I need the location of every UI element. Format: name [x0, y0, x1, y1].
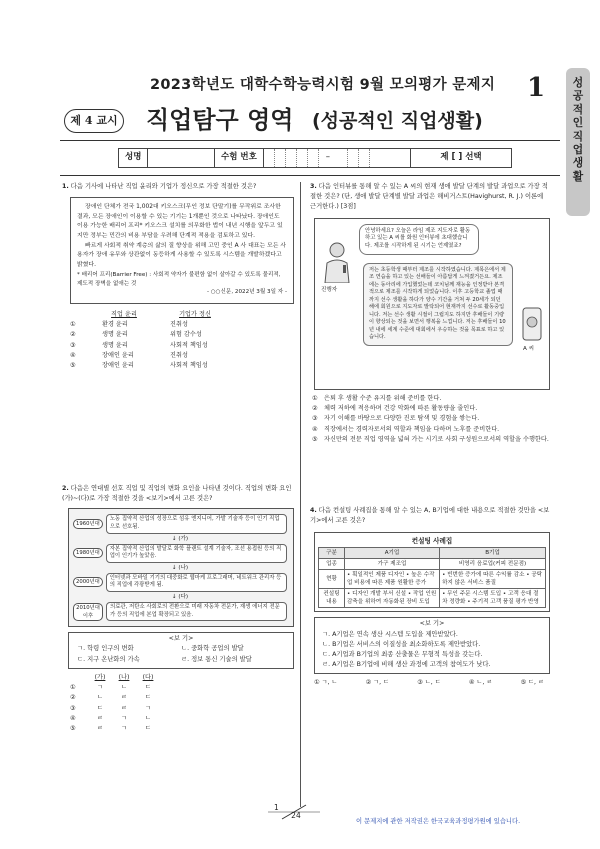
article-footnote: * 배리어 프리(Barrier Free) : 사회적 약자가 불편함 없이 살아갈 수 있도록 물리적, 제도적 장벽을 없애는 것 — [77, 272, 281, 287]
id-cell — [215, 149, 411, 167]
choice-number: ① — [312, 394, 318, 402]
question-stem: 다음 컨설팅 사례집을 통해 알 수 있는 A, B기업에 대한 내용으로 적절한 것만을 <보기>에서 고른 것은? — [310, 507, 550, 525]
answer-choice[interactable]: ③ ㄴ, ㄷ — [417, 679, 441, 687]
answer-choice[interactable] — [310, 404, 550, 414]
choice-text: ㄹ — [121, 694, 127, 702]
question-stem: 다음 기사에 나타난 직업 윤리와 기업가 정신으로 가장 적절한 것은? — [70, 183, 257, 190]
guest-label: A 씨 — [523, 345, 535, 352]
timeline-year: 1960년대 — [73, 519, 103, 529]
choice-text: ㄴ — [121, 684, 127, 692]
examinee-info-row — [118, 148, 512, 168]
header-rule — [60, 175, 560, 176]
choice-number: ② — [70, 331, 76, 339]
timeline-item — [73, 514, 287, 533]
period-badge: 제 4 교시 — [64, 109, 124, 133]
answer-choice[interactable] — [310, 394, 550, 404]
timeline-text: 노동 집약적 산업의 성장으로 섬유 엔지니어, 가발 기술자 등이 인기 직업으로 선호됨. — [106, 514, 287, 533]
question-stem: 다음은 연대별 선호 직업 및 직업의 변화 요인을 나타낸 것이다. 직업의 변화 요인 (가)~(다)로 가장 적절한 것을 <보기>에서 고른 것은? — [62, 485, 292, 503]
timeline-item — [73, 544, 287, 563]
question-number: 1. — [62, 183, 69, 190]
answer-choice[interactable] — [62, 683, 294, 693]
timeline-year: 2010년대 이후 — [73, 603, 103, 621]
question-stem: 다음 인터뷰를 통해 알 수 있는 A 씨의 현재 생애 발달 단계의 발달 과업으로 가장 적절한 것은? (단, 생애 발달 단계별 발달 과업은 해비거스트(Havighurst, R. J.) 이론에 근거한다.) [3점] — [310, 183, 548, 211]
choice-number: ④ — [312, 425, 318, 433]
table-cell: 비영리 음료업(커피 전문점) — [440, 559, 546, 570]
choice-text: ㄷ — [145, 725, 151, 733]
name-cell — [119, 149, 215, 167]
column-header: (가) — [94, 673, 106, 681]
table-cell: • 디자인 개발 부서 신설 • 작업 인원 감축을 위하여 자동화된 장비 도입 — [345, 589, 440, 608]
question-number: 3. — [310, 183, 317, 190]
factor-label: (나) — [178, 564, 189, 571]
column-divider — [300, 182, 301, 807]
id-digit-box[interactable] — [337, 149, 348, 167]
choice-text: 체력 저하에 적응하며 건강 악화에 따른 활동량을 줄인다. — [324, 404, 478, 412]
choice-text: ㄱ — [121, 714, 127, 722]
side-tab-char: 공 — [572, 89, 584, 103]
row-header: 업종 — [319, 559, 345, 570]
choice-text: 생명 윤리 — [102, 331, 128, 339]
table-header-row — [319, 548, 546, 559]
select-cell: 제 [ ] 선택 — [440, 152, 482, 163]
answer-choice[interactable] — [62, 704, 294, 714]
choice-number: ② — [70, 694, 76, 702]
bogi-item: ㄹ. A기업은 B기업에 비해 생산 과정에 고객의 참여도가 낮다. — [322, 661, 491, 669]
page-indicator — [274, 803, 301, 820]
choice-text: 장애인 윤리 — [102, 362, 134, 370]
article-paragraph: 빠르게 사회적 취약 계층의 삶의 질 향상을 위해 고민 중인 A 사 대표는 모든 사용자가 장애 유무와 상관없이 동등하게 사용할 수 있도록 시스템을 개발하겠다고 밝혔다. — [77, 242, 286, 268]
choice-text: 자기 이해를 바탕으로 다양한 진로 탐색 및 경험을 쌓는다. — [324, 415, 480, 423]
subject-title: 직업탐구 영역 — [146, 106, 294, 134]
subject-side-tab — [566, 68, 590, 216]
phone-icon — [521, 307, 543, 341]
copyright-notice: 이 문제지에 관한 저작권은 한국교육과정평가원에 있습니다. — [356, 818, 521, 825]
timeline-box — [68, 508, 294, 627]
question-number: 4. — [310, 507, 317, 514]
choice-number: ⑤ — [70, 725, 76, 733]
choice-text: ㄹ — [97, 725, 103, 733]
choice-number: ④ — [70, 714, 76, 722]
choice-number: ③ — [70, 341, 76, 349]
casebook-title: 컨설팅 사례집 — [411, 537, 453, 546]
subject-subtitle: (성공적인 직업생활) — [312, 110, 483, 132]
bogi-item: ㄷ. A기업과 B기업의 최종 산출물은 무형적 특성을 갖는다. — [322, 651, 483, 659]
id-digit-box[interactable] — [275, 149, 286, 167]
choice-text: ㄱ — [145, 704, 151, 712]
id-digit-box[interactable] — [297, 149, 308, 167]
answer-choice[interactable] — [62, 320, 294, 330]
id-digit-box[interactable] — [286, 149, 297, 167]
choice-text: ㄷ — [145, 694, 151, 702]
change-factor-arrow: ↓ (가) — [171, 535, 189, 542]
timeline-text: 자본 집약적 산업의 발달로 화학 플랜트 설계 기술자, 조선 용접원 등의 직업이 인기가 높았음. — [106, 544, 287, 563]
host-person-icon — [321, 241, 353, 283]
choice-number: ③ — [312, 415, 318, 423]
host-label: 진행자 — [321, 286, 338, 293]
timeline-year: 2000년대 — [73, 577, 103, 587]
choice-text: ㄹ — [121, 704, 127, 712]
id-digit-box[interactable] — [348, 149, 359, 167]
answer-choice[interactable] — [310, 435, 550, 445]
answer-choice[interactable] — [310, 414, 550, 424]
choice-text: ㄷ — [145, 684, 151, 692]
choice-text: ㄱ — [121, 725, 127, 733]
timeline-item — [73, 573, 287, 592]
bogi-title: <보 기> — [168, 635, 194, 643]
choice-number: ① — [70, 321, 76, 329]
bogi-item: ㄷ. 지구 온난화의 가속 — [77, 655, 140, 663]
timeline-year: 1980년대 — [73, 548, 103, 558]
row-header: 현황 — [319, 570, 345, 589]
side-tab-char: 업 — [572, 143, 584, 157]
id-dash: – — [325, 152, 330, 163]
choice-text: 생명 윤리 — [102, 341, 128, 349]
table-cell: • 빈번한 증가에 따른 수익률 감소 • 공탁하지 않은 서비스 품질 — [440, 570, 546, 589]
side-tab-char: 인 — [572, 116, 584, 130]
column-header: (다) — [142, 673, 154, 681]
table-row — [319, 570, 546, 589]
answer-choice[interactable] — [62, 361, 294, 371]
column-header: (나) — [118, 673, 130, 681]
id-digit-box[interactable] — [359, 149, 370, 167]
bogi-title: <보 기> — [419, 620, 445, 628]
question-1 — [62, 182, 294, 372]
page-number: 1 — [527, 73, 546, 103]
choice-text: 위험 감수성 — [170, 331, 202, 339]
timeline-text: 인터넷과 모바일 기기의 대중화로 웹마케 프로그래머, 네트워크 관리자 등의 직업에 각광받게 됨. — [106, 573, 287, 592]
row-header: 컨설팅 내용 — [319, 589, 345, 608]
answer-choice[interactable]: ① ㄱ, ㄴ — [314, 679, 338, 687]
answer-choice[interactable] — [62, 341, 294, 351]
interview-box — [314, 218, 550, 390]
choice-text: 진취성 — [170, 321, 188, 329]
choice-number: ③ — [70, 704, 76, 712]
bogi-item: ㄹ. 정보 통신 기술의 발달 — [181, 655, 252, 663]
article-source: - ○○신문, 2022년 3월 3일 자 - — [206, 289, 287, 296]
side-tab-char: 직 — [572, 129, 584, 143]
header-rule — [60, 140, 560, 141]
guest-answer-bubble: 저는 초등학생 때부터 제조를 시작하였습니다. 제목은에서 제조 연습을 하고 있는 선배들이 아름답게 느껴졌거든요. 제조에는 동아리에 가입했었는데 코치님께 재능을 인정받아 본격적으로 제조를 시작하게 되었습니다. 이후 고등학교 졸업 때까지 선수 생활을 하다가 양수 기간을 거쳐 두 20세가 되던 해에 회원으로 지도자로 발탁되어 현재까지 선수로 활동중입니다. 저는 선수 생활 시절이 그립지도 하지만 후배들이 기량이 향상되는 것을 보면서 행복을 느낍니다. 저는 후배들이 10년 내에 세계 수준에 대회에서 우승하는 것을 목표로 하고 있습니다. — [363, 263, 513, 346]
choice-text: 사회적 책임성 — [170, 341, 208, 349]
total-pages: 24 — [291, 811, 301, 820]
column-header: A기업 — [345, 548, 440, 559]
question-4 — [310, 506, 550, 689]
choice-number: ⑤ — [70, 362, 76, 370]
change-factor-arrow: ↓ (나) — [171, 564, 189, 571]
choices-header — [62, 310, 294, 320]
answer-choice[interactable] — [62, 330, 294, 340]
timeline-item — [73, 602, 287, 621]
bogi-item: ㄱ. 학령 인구의 변화 — [77, 645, 134, 653]
answer-choice[interactable]: ⑤ ㄷ, ㄹ — [520, 679, 544, 687]
id-label: 수험 번호 — [215, 149, 264, 167]
choice-text: 자신만의 전문 직업 영역을 넓혀 가는 시기로 사회 구성원으로서의 역할을 수행한다. — [324, 435, 549, 443]
side-tab-char: 적 — [572, 102, 584, 116]
answer-choice[interactable] — [62, 714, 294, 724]
choice-text: ㄴ — [145, 714, 151, 722]
choice-number: ① — [70, 684, 76, 692]
answer-choice[interactable] — [62, 351, 294, 361]
choice-number: ② — [312, 404, 318, 412]
column-header: 구분 — [319, 548, 345, 559]
answer-choice[interactable] — [310, 425, 550, 435]
table-row — [319, 589, 546, 608]
answer-choice[interactable] — [62, 693, 294, 703]
column-header: 기업가 정신 — [179, 310, 211, 318]
exam-title: 2023학년도 대학수학능력시험 9월 모의평가 문제지 — [150, 77, 496, 93]
article-box — [70, 197, 294, 304]
consulting-casebook — [314, 532, 550, 612]
choice-text: 환경 윤리 — [102, 321, 128, 329]
choice-text: ㄹ — [97, 714, 103, 722]
table-row — [319, 559, 546, 570]
bogi-box — [68, 632, 294, 669]
side-tab-char: 성 — [572, 76, 584, 89]
table-cell: • 획일적인 제품 디자인 • 높은 수작업 비용에 따른 제품 원활한 증가 — [345, 570, 440, 589]
choice-text: ㄴ — [97, 694, 103, 702]
column-header: 직업 윤리 — [111, 310, 137, 318]
choice-text: 장애인 윤리 — [102, 351, 134, 359]
bogi-item: ㄴ. B기업은 서비스의 이질성을 최소화하도록 제안받았다. — [322, 640, 481, 648]
answer-choices — [310, 678, 550, 688]
change-factor-arrow: ↓ (다) — [171, 593, 189, 600]
choice-number: ④ — [70, 351, 76, 359]
bogi-item: ㄴ. 중화학 공업의 발달 — [181, 645, 244, 653]
side-tab-char: 활 — [572, 169, 584, 183]
name-label: 성명 — [119, 149, 148, 167]
choice-text: ㄷ — [97, 704, 103, 712]
choice-text: 직장에서는 경력자로서의 역할과 책임을 다하며 노후를 준비한다. — [324, 425, 500, 433]
bogi-box — [314, 617, 550, 674]
table-cell: 가구 제조업 — [345, 559, 440, 570]
answer-choice[interactable]: ④ ㄴ, ㄹ — [468, 679, 493, 687]
choice-text: 진취성 — [170, 351, 188, 359]
choices-header — [62, 673, 294, 683]
table-cell: • 무인 주문 시스템 도입 • 고객 응대 절차 정량화 • 주기적 고객 품질 평가 반영 — [440, 589, 546, 608]
id-digit-box[interactable] — [264, 149, 275, 167]
answer-choice[interactable]: ② ㄱ, ㄷ — [365, 679, 390, 687]
choice-number: ⑤ — [312, 435, 318, 443]
factor-label: (가) — [178, 535, 189, 542]
column-header: B기업 — [440, 548, 546, 559]
current-page: 1 — [274, 803, 279, 812]
host-speech-bubble: 안녕하세요? 오늘은 라임 제조 지도자로 활동하고 있는 A 씨를 화원 인터뷰에 초대했습니다. 제조를 시작하게 된 시기는 언제였죠? — [359, 224, 479, 255]
factor-label: (다) — [178, 593, 189, 600]
timeline-text: 의료관, 저탄소 사회로의 전환으로 미래 자동차 전문가, 재생 에너지 전문가 등의 직업에 본업 확장되고 있음. — [106, 602, 287, 621]
question-2 — [62, 484, 294, 735]
question-number: 2. — [62, 485, 69, 492]
answer-choice[interactable] — [62, 724, 294, 734]
choice-text: 은퇴 후 생활 수준 유지를 위해 준비를 한다. — [324, 394, 442, 402]
choice-text: ㄱ — [97, 684, 103, 692]
question-3 — [310, 182, 550, 445]
id-digit-box[interactable] — [308, 149, 319, 167]
casebook-table — [318, 547, 546, 608]
bogi-item: ㄱ. A기업은 연속 생산 시스템 도입을 제안받았다. — [322, 630, 458, 638]
article-paragraph: 장애인 단체가 전국 1,002대 키오스크(무인 정보 단말기)를 무작위로 조사한 결과, 모든 장애인이 이용할 수 있는 기기는 1개뿐인 것으로 나타났다. 장애인도 이용 가능한 배리어 프리* 키오스크 설치를 의무화한 법이 내년 시행을 앞두고 있지만 정부는 민간의 비용 부담을 우려해 단계적 적용을 검토하고 있다. — [77, 204, 283, 239]
choice-text: 사회적 책임성 — [170, 362, 208, 370]
side-tab-char: 생 — [572, 156, 584, 170]
